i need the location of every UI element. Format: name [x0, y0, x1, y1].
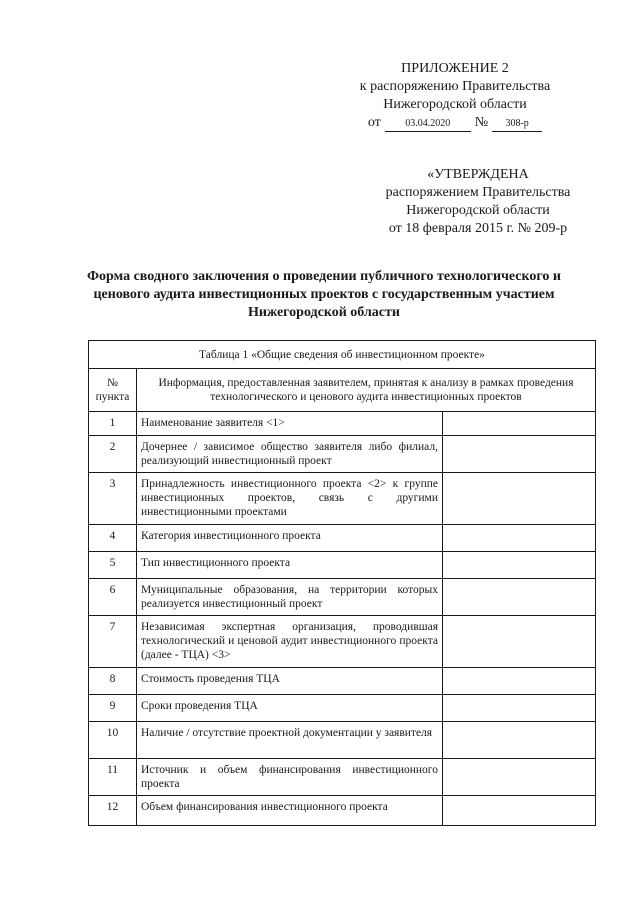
row-description: Принадлежность инвестиционного проекта <2> к группе инвестиционных проектов, связь с другими инвестиционными проектами — [137, 473, 443, 525]
row-number: 10 — [89, 722, 137, 759]
table-row — [89, 759, 596, 796]
row-description: Стоимость проведения ТЦА — [137, 668, 443, 695]
approved-block — [360, 166, 596, 238]
approved-line-decree: распоряжением Правительства — [385, 185, 571, 200]
table-row — [89, 668, 596, 695]
approved-title: «УТВЕРЖДЕНА — [427, 167, 529, 182]
table-row — [89, 436, 596, 473]
row-value-empty — [443, 759, 596, 796]
row-value-empty — [443, 552, 596, 579]
row-description: Независимая экспертная организация, проводившая технологический и ценовой аудит инвестиционного проекта (далее - ТЦА) <3> — [137, 616, 443, 668]
table-row — [89, 525, 596, 552]
row-description: Категория инвестиционного проекта — [137, 525, 443, 552]
header-info: Информация, предоставленная заявителем, принятая к анализу в рамках проведения технологического и ценового аудита инвестиционных проектов — [137, 369, 596, 412]
appendix-date-line — [330, 114, 580, 132]
row-value-empty — [443, 695, 596, 722]
row-number: 4 — [89, 525, 137, 552]
row-value-empty — [443, 473, 596, 525]
form-title: Форма сводного заключения о проведении публичного технологического и ценового аудита инвестиционных проектов с государственным участием Нижегородской области — [87, 269, 561, 320]
table-row — [89, 412, 596, 436]
row-number: 2 — [89, 436, 137, 473]
table-row — [89, 579, 596, 616]
row-value-empty — [443, 412, 596, 436]
row-number: 1 — [89, 412, 137, 436]
appendix-date: 03.04.2020 — [385, 118, 471, 132]
appendix-line-decree: к распоряжению Правительства — [359, 79, 551, 94]
row-value-empty — [443, 668, 596, 695]
row-number: 9 — [89, 695, 137, 722]
appendix-title: ПРИЛОЖЕНИЕ 2 — [401, 61, 509, 76]
approved-line-region: Нижегородской области — [406, 203, 550, 218]
row-description: Дочернее / зависимое общество заявителя либо филиал, реализующий инвестиционный проект — [137, 436, 443, 473]
table-row — [89, 722, 596, 759]
general-info-table — [88, 340, 596, 826]
table-row — [89, 796, 596, 826]
row-number: 12 — [89, 796, 137, 826]
row-description: Муниципальные образования, на территории которых реализуется инвестиционный проект — [137, 579, 443, 616]
row-value-empty — [443, 796, 596, 826]
row-description: Источник и объем финансирования инвестиционного проекта — [137, 759, 443, 796]
row-description: Объем финансирования инвестиционного проекта — [137, 796, 443, 826]
table-row — [89, 616, 596, 668]
table-caption: Таблица 1 «Общие сведения об инвестиционном проекте» — [89, 341, 596, 369]
appendix-from-label: от — [367, 115, 381, 130]
row-description: Наименование заявителя <1> — [137, 412, 443, 436]
row-value-empty — [443, 579, 596, 616]
row-value-empty — [443, 436, 596, 473]
row-number: 11 — [89, 759, 137, 796]
row-number: 3 — [89, 473, 137, 525]
row-description: Сроки проведения ТЦА — [137, 695, 443, 722]
row-value-empty — [443, 722, 596, 759]
row-description: Наличие / отсутствие проектной документации у заявителя — [137, 722, 443, 759]
appendix-block — [330, 60, 580, 132]
appendix-number-sign: № — [474, 115, 489, 130]
row-number: 6 — [89, 579, 137, 616]
row-number: 5 — [89, 552, 137, 579]
row-value-empty — [443, 525, 596, 552]
approved-line-date: от 18 февраля 2015 г. № 209-р — [388, 221, 568, 236]
table-row — [89, 552, 596, 579]
appendix-line-region: Нижегородской области — [383, 97, 527, 112]
appendix-number: 308-р — [492, 118, 542, 132]
table-body — [89, 412, 596, 826]
table-row — [89, 695, 596, 722]
row-number: 8 — [89, 668, 137, 695]
row-value-empty — [443, 616, 596, 668]
row-description: Тип инвестиционного проекта — [137, 552, 443, 579]
row-number: 7 — [89, 616, 137, 668]
header-item-number: № пункта — [89, 369, 137, 412]
table-row — [89, 473, 596, 525]
